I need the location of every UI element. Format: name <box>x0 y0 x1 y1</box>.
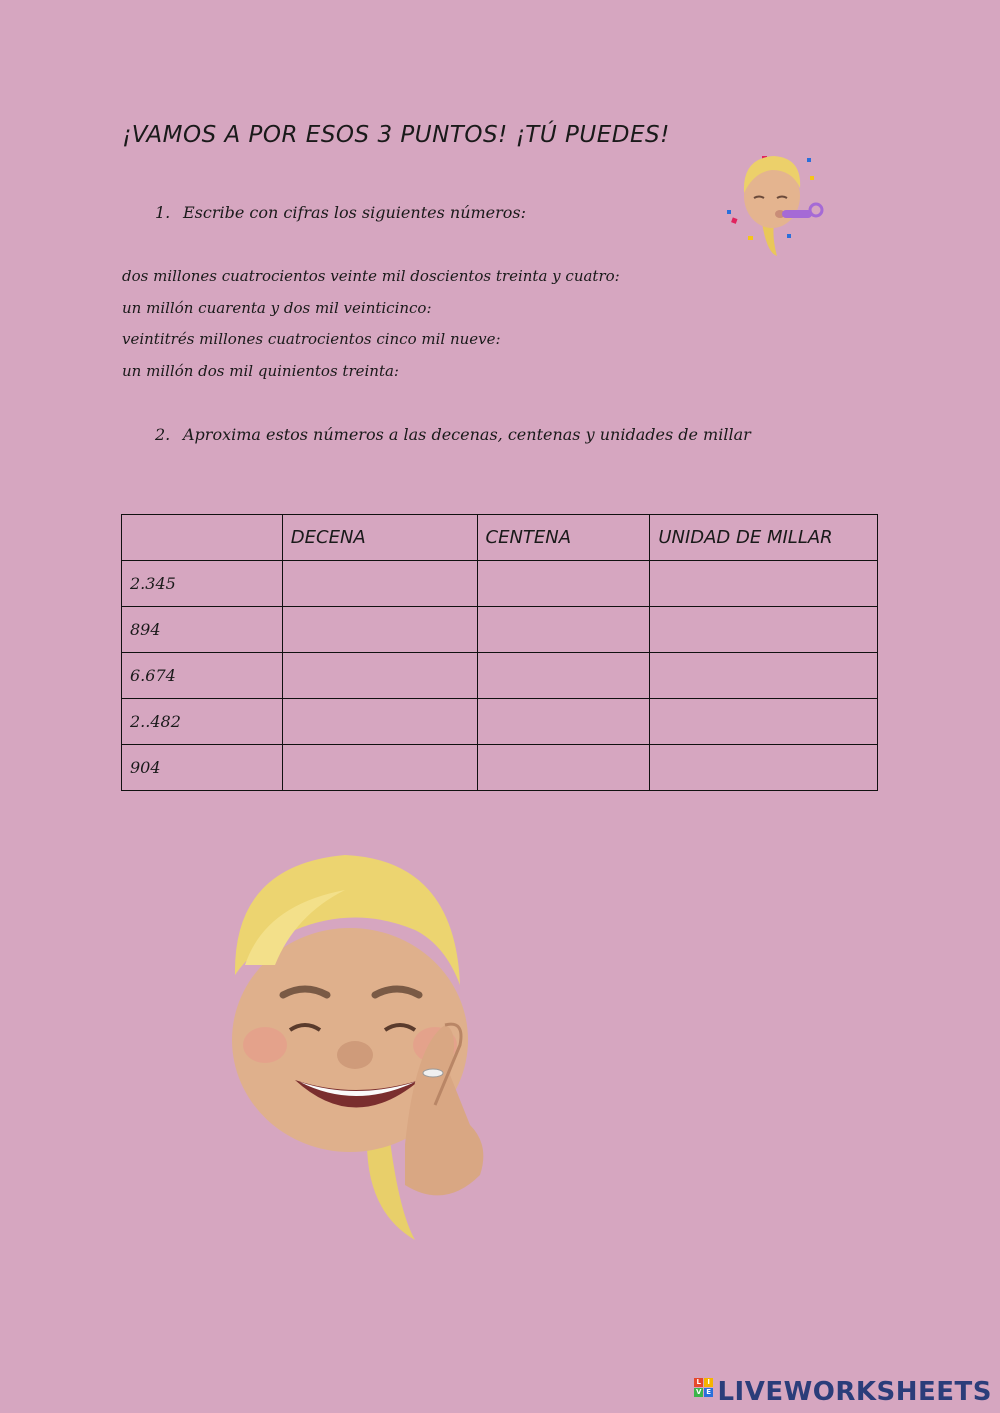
row-label: 2..482 <box>122 699 283 745</box>
header-empty <box>122 515 283 561</box>
table-row <box>122 699 878 745</box>
question-1-number: 1. <box>155 203 171 222</box>
table-row <box>122 653 878 699</box>
number-line-3: veintitrés millones cuatrocientos cinco mil nueve: <box>122 330 501 348</box>
answer-cell[interactable] <box>650 653 878 699</box>
liveworksheets-brand <box>694 1377 992 1407</box>
table-row <box>122 561 878 607</box>
table-row <box>122 745 878 791</box>
answer-cell[interactable] <box>477 561 650 607</box>
answer-cell[interactable] <box>282 561 477 607</box>
answer-cell[interactable] <box>477 607 650 653</box>
question-2-number: 2. <box>155 425 171 444</box>
worksheet-title: ¡VAMOS A POR ESOS 3 PUNTOS! ¡TÚ PUEDES! <box>122 122 670 148</box>
rounding-table <box>121 514 878 791</box>
number-line-4: un millón dos mil quinientos treinta: <box>122 362 399 380</box>
answer-cell[interactable] <box>650 561 878 607</box>
row-label: 894 <box>122 607 283 653</box>
answer-cell[interactable] <box>477 653 650 699</box>
question-2 <box>155 425 751 444</box>
logo-letter-v: V <box>695 1387 702 1396</box>
question-2-text: Aproxima estos números a las decenas, centenas y unidades de millar <box>183 425 751 444</box>
logo-letter-i: I <box>704 1378 713 1387</box>
answer-cell[interactable] <box>282 607 477 653</box>
number-line-2: un millón cuarenta y dos mil veinticinco: <box>122 299 432 317</box>
header-decena: DECENA <box>282 515 477 561</box>
question-1-text: Escribe con cifras los siguientes números: <box>183 203 527 222</box>
answer-cell[interactable] <box>282 653 477 699</box>
table-header-row <box>122 515 878 561</box>
logo-letter-e: E <box>706 1387 712 1396</box>
question-1 <box>155 203 526 222</box>
answer-cell[interactable] <box>477 699 650 745</box>
answer-cell[interactable] <box>650 607 878 653</box>
answer-cell[interactable] <box>650 745 878 791</box>
row-label: 904 <box>122 745 283 791</box>
liveworksheets-logo-icon <box>694 1378 713 1407</box>
answer-cell[interactable] <box>650 699 878 745</box>
header-centena: CENTENA <box>477 515 650 561</box>
row-label: 2.345 <box>122 561 283 607</box>
party-memoji-icon <box>722 148 832 258</box>
header-unidad-de-millar: UNIDAD DE MILLAR <box>650 515 878 561</box>
memoji-fingers-crossed-icon <box>205 845 505 1245</box>
logo-letter-l: L <box>694 1378 703 1387</box>
answer-cell[interactable] <box>282 745 477 791</box>
table-row <box>122 607 878 653</box>
answer-cell[interactable] <box>282 699 477 745</box>
brand-name: LIVEWORKSHEETS <box>717 1377 992 1407</box>
answer-cell[interactable] <box>477 745 650 791</box>
row-label: 6.674 <box>122 653 283 699</box>
number-line-1: dos millones cuatrocientos veinte mil doscientos treinta y cuatro: <box>122 267 620 285</box>
